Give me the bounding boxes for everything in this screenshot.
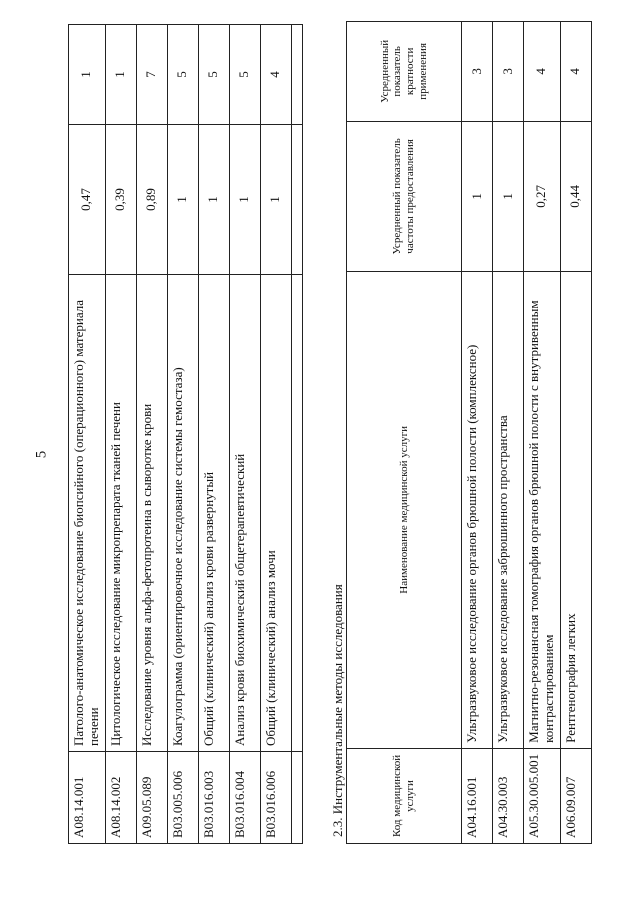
page-number: 5 <box>33 450 50 459</box>
service-code: B03.016.003 <box>198 752 229 844</box>
table-row <box>229 25 260 844</box>
service-name: Исследование уровня альфа-фетопротеина в сыворотке крови <box>136 275 167 752</box>
service-name: Ультразвуковое исследование органов брюшной полости (комплексное) <box>462 271 493 748</box>
frequency-value: 0,44 <box>560 121 591 271</box>
frequency-value: 1 <box>229 125 260 275</box>
multiplicity-value: 5 <box>167 25 198 125</box>
table-row <box>105 25 136 844</box>
table-header-row <box>347 21 462 843</box>
multiplicity-value: 5 <box>198 25 229 125</box>
multiplicity-value: 1 <box>69 25 106 125</box>
service-name: Цитологическое исследование микропрепарата тканей печени <box>105 275 136 752</box>
frequency-value: 1 <box>198 125 229 275</box>
frequency-value: 1 <box>462 121 493 271</box>
multiplicity-value: 3 <box>462 21 493 121</box>
header-code: Код медицинской услуги <box>347 748 462 843</box>
header-multiplicity: Усредненный показатель кратности применения <box>347 21 462 121</box>
table-row <box>136 25 167 844</box>
service-name: Магнитно-резонансная томография органов брюшной полости с внутривенным контрастированием <box>524 271 561 748</box>
header-frequency: Усредненный показатель частоты предоставления <box>347 121 462 271</box>
table-row <box>198 25 229 844</box>
service-name: Общий (клинический) анализ мочи <box>260 275 291 752</box>
service-code: B03.016.006 <box>260 752 291 844</box>
multiplicity-value: 5 <box>229 25 260 125</box>
table-row-empty <box>291 25 302 844</box>
multiplicity-value: 7 <box>136 25 167 125</box>
multiplicity-value: 1 <box>105 25 136 125</box>
service-code: A06.09.007 <box>560 748 591 843</box>
multiplicity-value: 4 <box>560 21 591 121</box>
frequency-value: 0,39 <box>105 125 136 275</box>
table-row <box>560 21 591 843</box>
service-name: Патолого-анатомическое исследование биопсийного (операционного) материала печени <box>69 275 106 752</box>
service-code: A09.05.089 <box>136 752 167 844</box>
frequency-value: 0,89 <box>136 125 167 275</box>
table-row <box>69 25 106 844</box>
table-row <box>167 25 198 844</box>
lab-tests-table <box>68 24 303 844</box>
service-code: A04.30.003 <box>493 748 524 843</box>
service-name: Анализ крови биохимический общетерапевтический <box>229 275 260 752</box>
service-code: A08.14.002 <box>105 752 136 844</box>
service-name: Общий (клинический) анализ крови развернутый <box>198 275 229 752</box>
table-row <box>260 25 291 844</box>
frequency-value: 0,27 <box>524 121 561 271</box>
multiplicity-value: 3 <box>493 21 524 121</box>
service-code: B03.016.004 <box>229 752 260 844</box>
service-code: A04.16.001 <box>462 748 493 843</box>
multiplicity-value: 4 <box>260 25 291 125</box>
frequency-value: 0,47 <box>69 125 106 275</box>
table-row <box>524 21 561 843</box>
service-name: Рентгенография легких <box>560 271 591 748</box>
service-name: Ультразвуковое исследование забрюшинного пространства <box>493 271 524 748</box>
header-name: Наименование медицинской услуги <box>347 271 462 748</box>
service-code: A08.14.001 <box>69 752 106 844</box>
frequency-value: 1 <box>260 125 291 275</box>
table-row <box>462 21 493 843</box>
section-title: 2.3. Инструментальные методы исследования <box>330 584 345 837</box>
multiplicity-value: 4 <box>524 21 561 121</box>
frequency-value: 1 <box>167 125 198 275</box>
service-code: B03.005.006 <box>167 752 198 844</box>
instrumental-methods-table <box>346 21 592 844</box>
table-row <box>493 21 524 843</box>
service-name: Коагулограмма (ориентировочное исследование системы гемостаза) <box>167 275 198 752</box>
frequency-value: 1 <box>493 121 524 271</box>
service-code: A05.30.005.001 <box>524 748 561 843</box>
